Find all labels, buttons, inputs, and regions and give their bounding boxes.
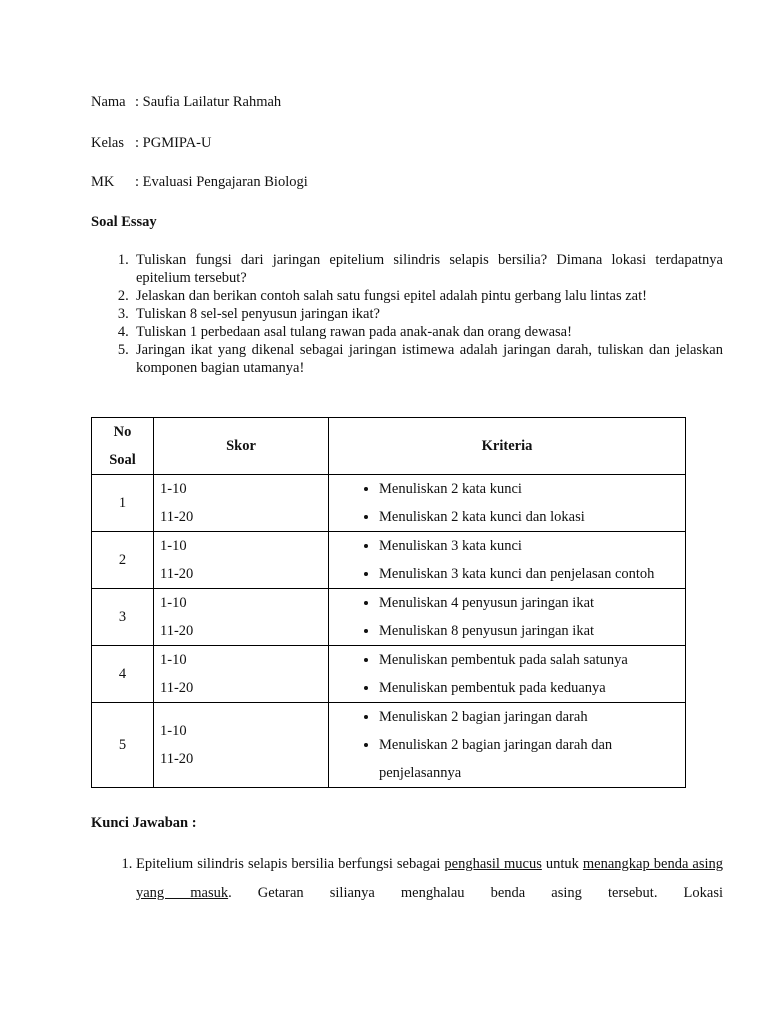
skor-range: 1-10	[160, 723, 187, 739]
skor-range: 1-10	[160, 595, 187, 611]
header-no-soal	[92, 418, 154, 475]
row-skor	[154, 589, 329, 646]
question-item: 2. Jelaskan dan berikan contoh salah satu fungsi epitel adalah pintu gerbang lalu lintas zat!	[136, 287, 723, 305]
question-item: 4. Tuliskan 1 perbedaan asal tulang rawan pada anak-anak dan orang dewasa!	[136, 323, 723, 341]
answer-text: untuk	[541, 856, 583, 872]
kriteria-item: • Menuliskan 8 penyusun jaringan ikat	[379, 617, 677, 645]
soal-heading: Soal Essay	[91, 214, 157, 230]
table-row	[92, 475, 686, 532]
table-row	[92, 646, 686, 703]
class-label: Kelas	[91, 135, 125, 151]
skor-range: 11-20	[160, 509, 194, 525]
class-value: : PGMIPA-U	[135, 135, 212, 151]
question-item: 3. Tuliskan 8 sel-sel penyusun jaringan ikat?	[136, 305, 723, 323]
course-value: : Evaluasi Pengajaran Biologi	[135, 174, 308, 190]
header-no-line1: No	[113, 424, 132, 440]
row-skor	[154, 532, 329, 589]
name-row	[91, 93, 281, 111]
kriteria-item: • Menuliskan 2 bagian jaringan darah dan penjelasannya	[379, 731, 677, 787]
skor-range: 11-20	[160, 751, 194, 767]
kriteria-item: • Menuliskan 4 penyusun jaringan ikat	[379, 589, 677, 617]
name-value: : Saufia Lailatur Rahmah	[135, 94, 282, 110]
skor-range: 1-10	[160, 481, 187, 497]
row-no: 5	[92, 703, 154, 788]
rubric-table	[91, 417, 686, 788]
skor-range: 11-20	[160, 623, 194, 639]
kriteria-item: • Menuliskan pembentuk pada salah satunya	[379, 646, 677, 674]
row-kriteria	[329, 646, 686, 703]
kriteria-item: • Menuliskan 2 kata kunci dan lokasi	[379, 503, 677, 531]
kunci-heading: Kunci Jawaban :	[91, 815, 197, 831]
header-kriteria: Kriteria	[329, 418, 686, 475]
table-row	[92, 532, 686, 589]
question-item: 1. Tuliskan fungsi dari jaringan epitelium silindris selapis bersilia? Dimana lokasi terdapatnya epitelium tersebut?	[136, 251, 723, 287]
row-no: 4	[92, 646, 154, 703]
row-kriteria	[329, 589, 686, 646]
skor-range: 1-10	[160, 652, 187, 668]
row-skor	[154, 475, 329, 532]
kriteria-item: • Menuliskan 3 kata kunci dan penjelasan contoh	[379, 560, 677, 588]
skor-range: 1-10	[160, 538, 187, 554]
table-row	[92, 589, 686, 646]
name-label: Nama	[91, 94, 126, 110]
row-kriteria	[329, 703, 686, 788]
question-list	[91, 251, 723, 377]
course-label: MK	[91, 174, 115, 190]
row-skor	[154, 646, 329, 703]
course-row	[91, 173, 308, 191]
row-kriteria	[329, 475, 686, 532]
table-row	[92, 703, 686, 788]
class-row	[91, 134, 211, 152]
row-skor	[154, 703, 329, 788]
answer-list	[91, 850, 723, 908]
skor-range: 11-20	[160, 680, 194, 696]
row-no: 2	[92, 532, 154, 589]
answer-text: Epitelium silindris selapis bersilia berfungsi sebagai	[136, 856, 445, 872]
row-no: 3	[92, 589, 154, 646]
answer-underlined-text: penghasil mucus	[444, 856, 542, 872]
kriteria-item: • Menuliskan 3 kata kunci	[379, 532, 677, 560]
kriteria-item: • Menuliskan pembentuk pada keduanya	[379, 674, 677, 702]
answer-underlined-text: menangkap benda asing yang masuk	[136, 856, 723, 901]
kriteria-item: • Menuliskan 2 bagian jaringan darah	[379, 703, 677, 731]
question-item: 5. Jaringan ikat yang dikenal sebagai jaringan istimewa adalah jaringan darah, tuliskan dan jelaskan komponen bagian utamanya!	[136, 341, 723, 377]
table-header-row	[92, 418, 686, 475]
answer-item	[136, 850, 723, 908]
row-kriteria	[329, 532, 686, 589]
kriteria-item: • Menuliskan 2 kata kunci	[379, 475, 677, 503]
header-skor: Skor	[154, 418, 329, 475]
header-no-line2: Soal	[109, 452, 136, 468]
row-no: 1	[92, 475, 154, 532]
skor-range: 11-20	[160, 566, 194, 582]
answer-text: . Getaran silianya menghalau benda asing tersebut. Lokasi	[228, 885, 723, 901]
